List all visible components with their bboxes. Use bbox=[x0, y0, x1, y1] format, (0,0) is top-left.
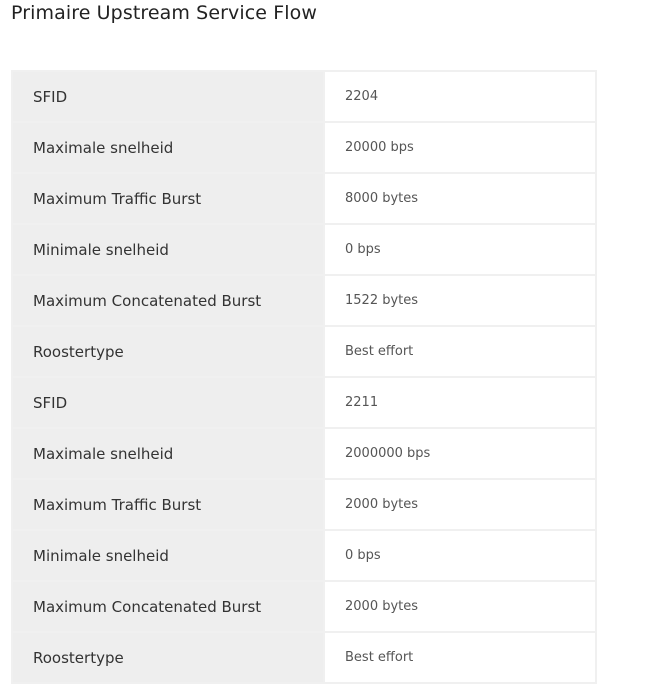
row-value: 0 bps bbox=[325, 225, 595, 274]
row-value: 1522 bytes bbox=[325, 276, 595, 325]
table-row bbox=[13, 276, 595, 325]
table-row bbox=[13, 123, 595, 172]
table-row bbox=[13, 531, 595, 580]
row-label: Maximum Concatenated Burst bbox=[13, 276, 323, 325]
row-label: SFID bbox=[13, 72, 323, 121]
row-value: Best effort bbox=[325, 633, 595, 682]
service-flow-table-body bbox=[13, 72, 595, 682]
row-label: Minimale snelheid bbox=[13, 225, 323, 274]
row-label: Maximale snelheid bbox=[13, 429, 323, 478]
table-row bbox=[13, 225, 595, 274]
row-label: Minimale snelheid bbox=[13, 531, 323, 580]
table-row bbox=[13, 582, 595, 631]
page-title: Primaire Upstream Service Flow bbox=[11, 2, 317, 24]
row-label: Maximum Traffic Burst bbox=[13, 480, 323, 529]
row-value: Best effort bbox=[325, 327, 595, 376]
row-value: 2000 bytes bbox=[325, 582, 595, 631]
row-label: Roostertype bbox=[13, 633, 323, 682]
row-value: 20000 bps bbox=[325, 123, 595, 172]
row-value: 2204 bbox=[325, 72, 595, 121]
row-label: Maximum Traffic Burst bbox=[13, 174, 323, 223]
table-row bbox=[13, 429, 595, 478]
table-row bbox=[13, 327, 595, 376]
row-value: 8000 bytes bbox=[325, 174, 595, 223]
row-label: Maximale snelheid bbox=[13, 123, 323, 172]
row-label: Maximum Concatenated Burst bbox=[13, 582, 323, 631]
row-label: Roostertype bbox=[13, 327, 323, 376]
table-row bbox=[13, 72, 595, 121]
table-row bbox=[13, 174, 595, 223]
row-value: 2000000 bps bbox=[325, 429, 595, 478]
row-value: 0 bps bbox=[325, 531, 595, 580]
service-flow-table bbox=[11, 70, 597, 684]
table-row bbox=[13, 378, 595, 427]
table-row bbox=[13, 480, 595, 529]
row-value: 2000 bytes bbox=[325, 480, 595, 529]
row-value: 2211 bbox=[325, 378, 595, 427]
table-row bbox=[13, 633, 595, 682]
row-label: SFID bbox=[13, 378, 323, 427]
